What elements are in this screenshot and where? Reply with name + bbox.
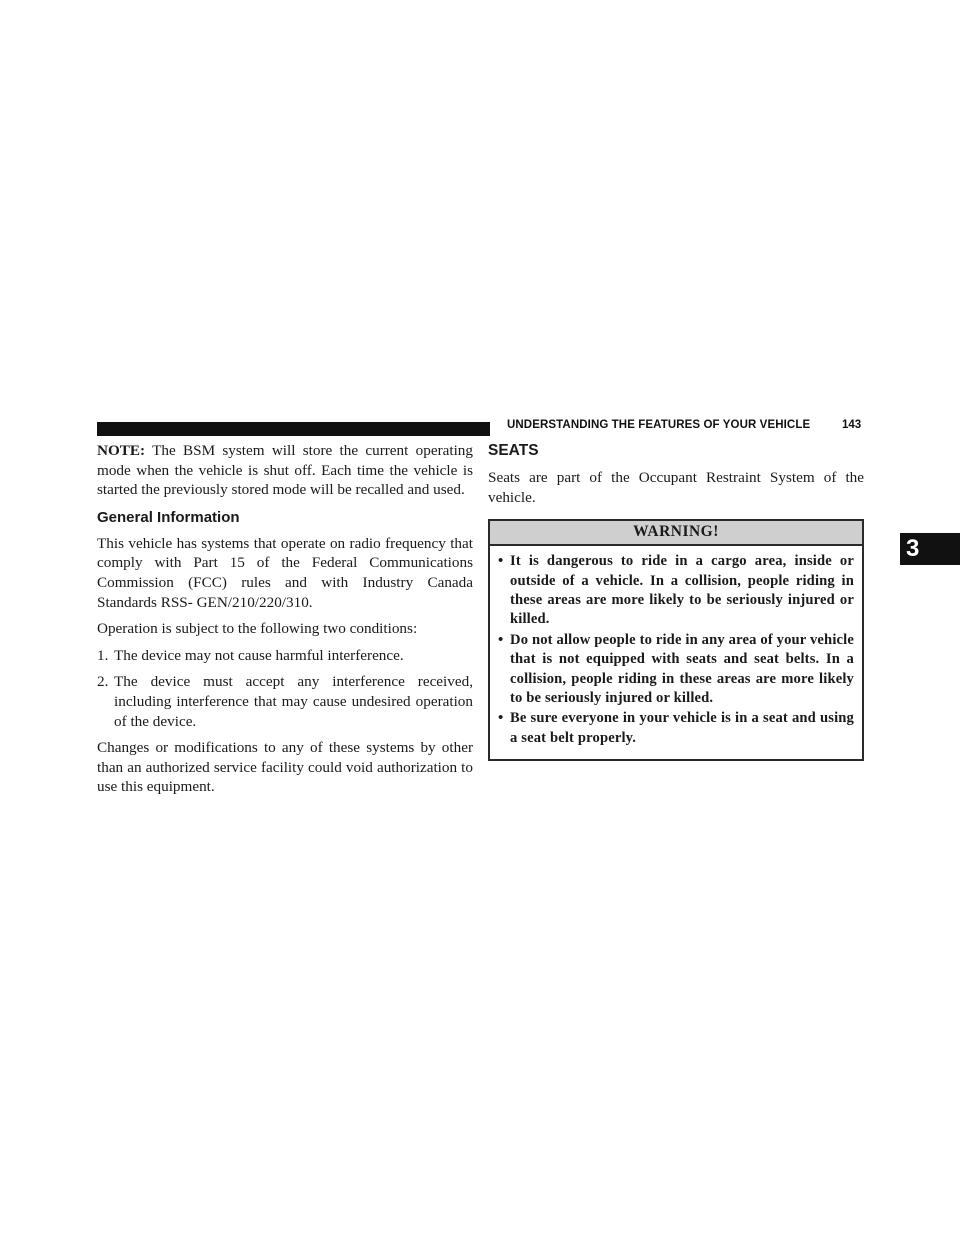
bullet-icon: • — [498, 710, 504, 727]
general-information-heading: General Information — [97, 508, 240, 526]
fcc-paragraph: This vehicle has systems that operate on radio frequency that comply with Part 15 of the Federal Communications Commission (FCC) rules and with Industry Canada Standards RSS- GEN/210/220/310. — [97, 534, 473, 611]
running-header-title: UNDERSTANDING THE FEATURES OF YOUR VEHICLE — [507, 419, 811, 431]
condition-text: The device may not cause harmful interference. — [114, 646, 404, 664]
warning-item-text: It is dangerous to ride in a cargo area, inside or outside of a vehicle. In a collision, people riding in these areas are more likely to be seriously injured or killed. — [510, 553, 854, 628]
header-rule — [97, 422, 490, 436]
page-number: 143 — [842, 419, 862, 431]
left-column — [97, 441, 473, 804]
note-text: The BSM system will store the current operating mode when the vehicle is shut off. Each time the vehicle is started the previously stored mode will be recalled and used. — [97, 442, 473, 499]
warning-title: WARNING! — [490, 521, 862, 546]
seats-heading: SEATS — [488, 442, 539, 459]
warning-item — [498, 552, 854, 630]
chapter-tab: 3 — [900, 533, 960, 565]
note-paragraph — [97, 441, 473, 500]
warning-item-text: Do not allow people to ride in any area of your vehicle that is not equipped with seats and seat belts. In a collision, people riding in these areas are more likely to be seriously injured or killed. — [510, 631, 854, 707]
modifications-paragraph: Changes or modifications to any of these systems by other than an authorized service facility could void authorization to use this equipment. — [97, 739, 473, 796]
warning-list — [490, 546, 862, 759]
bullet-icon: • — [498, 631, 504, 648]
condition-number: 2. — [97, 673, 109, 691]
condition-item — [97, 672, 473, 731]
note-label: NOTE: — [97, 442, 146, 459]
right-column — [488, 441, 864, 761]
seats-intro: Seats are part of the Occupant Restraint System of the vehicle. — [488, 469, 864, 506]
warning-item — [498, 709, 854, 748]
condition-item — [97, 646, 473, 666]
condition-number: 1. — [97, 646, 109, 664]
warning-item — [498, 631, 854, 709]
warning-item-text: Be sure everyone in your vehicle is in a seat and using a seat belt properly. — [510, 710, 854, 746]
conditions-intro: Operation is subject to the following two conditions: — [97, 620, 418, 638]
condition-text: The device must accept any interference received, including interference that may cause undesired operation of the device. — [114, 673, 473, 730]
warning-box — [488, 519, 864, 761]
bullet-icon: • — [498, 553, 504, 570]
